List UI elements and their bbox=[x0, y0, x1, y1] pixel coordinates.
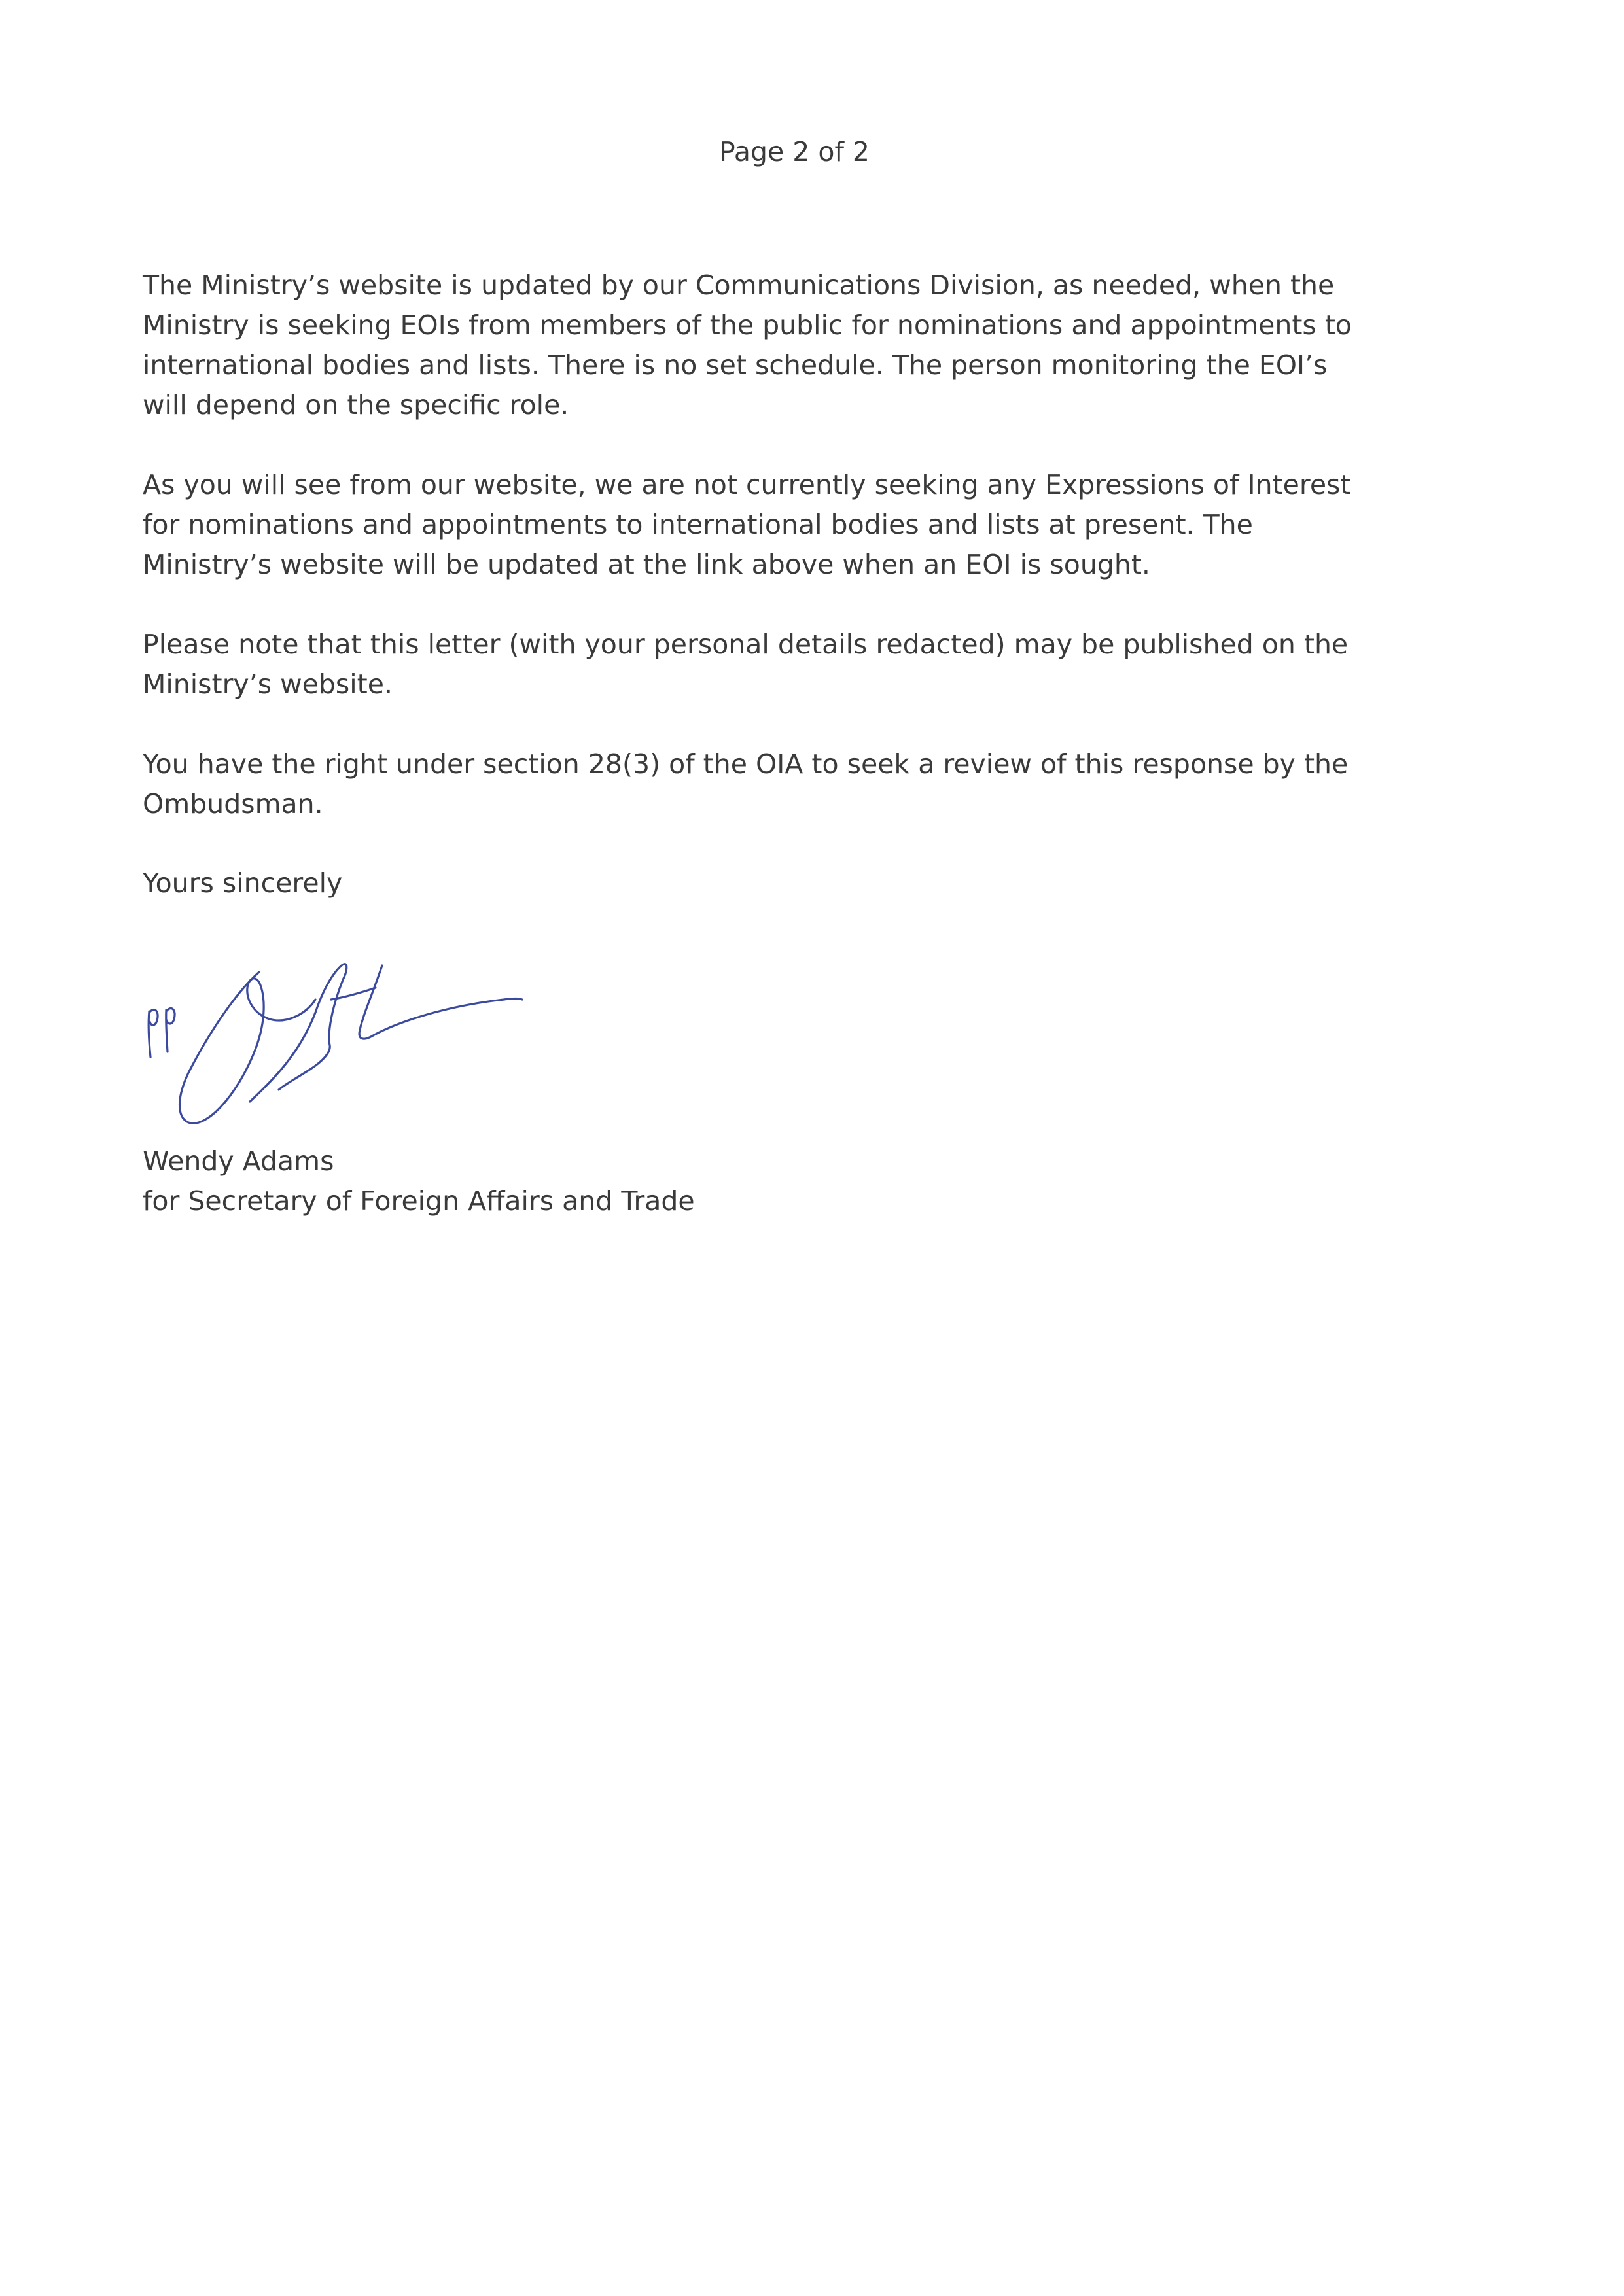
body-line: As you will see from our website, we are not currently seeking any Expressions of Interest bbox=[143, 469, 1351, 500]
signatory-block bbox=[143, 1141, 695, 1221]
body-line: for nominations and appointments to international bodies and lists at present. The bbox=[143, 509, 1253, 540]
page-indicator: Page 2 of 2 bbox=[718, 136, 870, 167]
body-line: will depend on the specific role. bbox=[143, 389, 569, 421]
paragraph-website-updates bbox=[143, 266, 1451, 425]
closing-salutation: Yours sincerely bbox=[143, 867, 343, 899]
body-line: Ministry is seeking EOIs from members of the public for nominations and appointments to bbox=[143, 309, 1352, 341]
paragraph-eoi-status bbox=[143, 465, 1451, 585]
signature-drawing bbox=[137, 901, 569, 1150]
letter-body bbox=[143, 266, 1451, 864]
paragraph-publication-notice bbox=[143, 625, 1451, 704]
paragraph-review-right bbox=[143, 744, 1451, 824]
body-line: Ministry’s website. bbox=[143, 669, 393, 700]
signatory-name: Wendy Adams bbox=[143, 1145, 334, 1177]
body-line: Please note that this letter (with your personal details redacted) may be published on the bbox=[143, 629, 1349, 660]
body-line: The Ministry’s website is updated by our Communications Division, as needed, when the bbox=[143, 270, 1335, 301]
page-number bbox=[0, 132, 1589, 171]
body-line: You have the right under section 28(3) of the OIA to seek a review of this response by the bbox=[143, 748, 1349, 780]
body-line: Ministry’s website will be updated at the link above when an EOI is sought. bbox=[143, 549, 1150, 580]
signatory-title: for Secretary of Foreign Affairs and Trade bbox=[143, 1185, 695, 1217]
body-line: Ombudsman. bbox=[143, 788, 323, 820]
body-line: international bodies and lists. There is no set schedule. The person monitoring the EOI’s bbox=[143, 349, 1328, 381]
handwritten-signature bbox=[137, 901, 569, 1150]
